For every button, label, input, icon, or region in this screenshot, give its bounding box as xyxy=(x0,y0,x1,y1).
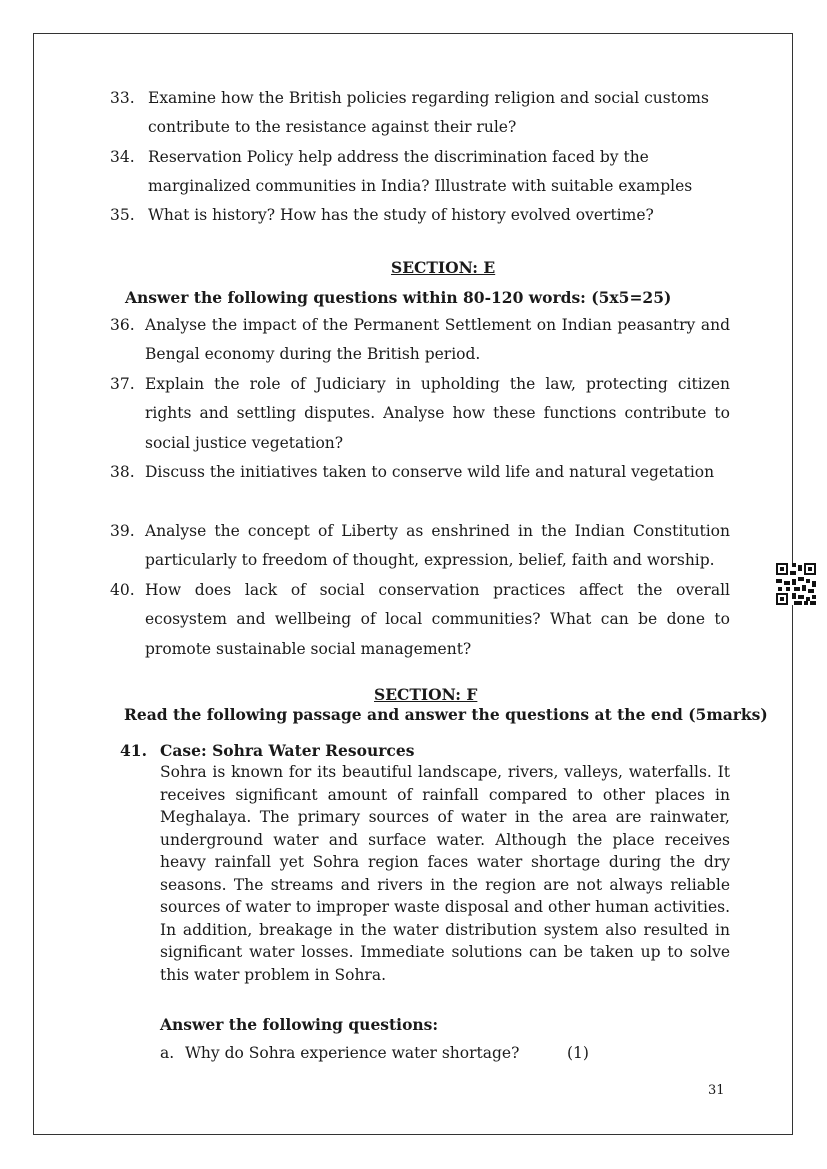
question-text: Analyse the impact of the Permanent Settlement on Indian peasantry and Bengal economy during the British period. xyxy=(145,316,730,364)
case-passage: Sohra is known for its beautiful landscape, rivers, valleys, waterfalls. It receives significant amount of rainfall compared to other places in Meghalaya. The primary sources of water in the area are rainwater, underground water and surface water. Although the place receives heavy rainfall yet Sohra region faces water shortage during the dry seasons. The streams and rivers in the region are not always reliable sources of water to improper waste disposal and other human activities. In addition, breakage in the water distribution system also resulted in significant water losses. Immediate solutions can be taken up to solve this water problem in Sohra. xyxy=(160,763,730,984)
page-number: 31 xyxy=(708,1083,725,1098)
question-40 xyxy=(110,576,730,664)
question-36 xyxy=(110,311,730,370)
section-f-instruction: Read the following passage and answer the questions at the end (5marks) xyxy=(124,705,768,724)
question-text: What is history? How has the study of history evolved overtime? xyxy=(148,206,654,224)
question-text: How does lack of social conservation practices affect the overall ecosystem and wellbeing of local communities? What can be done to promote sustainable social management? xyxy=(145,581,730,658)
question-number: 39. xyxy=(110,522,135,540)
question-number: 36. xyxy=(110,316,135,334)
sub-question-text: Why do Sohra experience water shortage? xyxy=(185,1044,520,1062)
sub-question-a xyxy=(160,1044,589,1062)
case-title-row xyxy=(120,741,414,760)
question-text: Examine how the British policies regarding religion and social customs contribute to the resistance against their rule? xyxy=(148,89,709,137)
question-text: Analyse the concept of Liberty as enshrined in the Indian Constitution particularly to freedom of thought, expression, belief, faith and worship. xyxy=(145,522,730,570)
qr-code-icon xyxy=(776,563,816,605)
question-number: 37. xyxy=(110,375,135,393)
question-number: 34. xyxy=(110,148,135,166)
section-e-instruction: Answer the following questions within 80-120 words: (5x5=25) xyxy=(125,288,672,307)
sub-question-marks: (1) xyxy=(567,1044,589,1062)
question-number: 33. xyxy=(110,89,135,107)
section-e-heading: SECTION: E xyxy=(391,258,496,277)
case-title: Case: Sohra Water Resources xyxy=(160,741,415,760)
question-number: 38. xyxy=(110,463,135,481)
question-33 xyxy=(110,84,730,143)
question-34 xyxy=(110,143,730,202)
case-number: 41. xyxy=(120,741,147,760)
question-37 xyxy=(110,370,730,458)
question-35 xyxy=(110,201,730,230)
question-number: 35. xyxy=(110,206,135,224)
question-38 xyxy=(110,458,730,487)
section-f-heading: SECTION: F xyxy=(374,685,478,704)
question-text: Discuss the initiatives taken to conserve wild life and natural vegetation xyxy=(145,463,715,481)
question-number: 40. xyxy=(110,581,135,599)
answer-heading: Answer the following questions: xyxy=(160,1015,439,1034)
sub-question-letter: a. xyxy=(160,1044,175,1062)
question-39 xyxy=(110,517,730,576)
question-text: Explain the role of Judiciary in upholding the law, protecting citizen rights and settling disputes. Analyse how these functions contribute to social justice vegetation? xyxy=(145,375,730,452)
question-text: Reservation Policy help address the discrimination faced by the marginalized communities in India? Illustrate with suitable examples xyxy=(148,148,693,196)
